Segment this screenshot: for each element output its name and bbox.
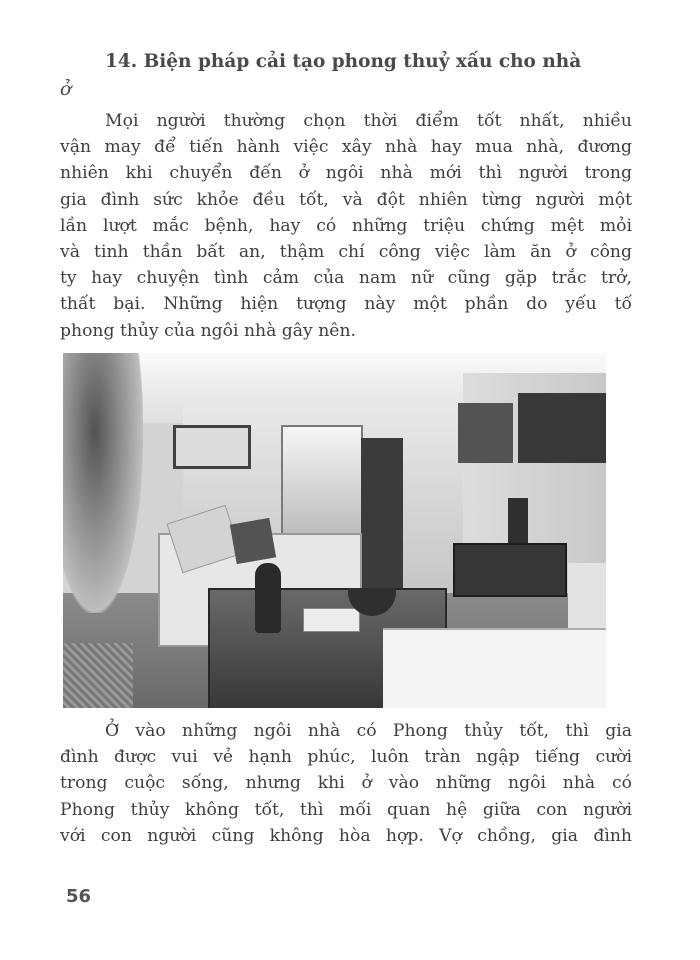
photo-pillow [230,518,276,564]
photo-front-sofa [383,628,606,708]
text-line: vận may để tiến hành việc xây nhà hay mua nhà, đương [60,137,632,158]
photo-wall-art [458,403,513,463]
text-line: và tinh thần bất an, thậm chí công việc làm ăn ở công [60,242,632,263]
photo-tv [173,425,251,469]
photo-plant [63,353,143,613]
text-line: Phong thủy không tốt, thì mối quan hệ giữa con người [60,799,632,820]
section-heading-line-1: 14. Biện pháp cải tạo phong thuỷ xấu cho nhà [105,51,582,72]
text-line: ty hay chuyện tình cảm của nam nữ cũng gặp trắc trở, [60,268,632,289]
page-number: 56 [66,886,92,907]
photo-ottoman [63,643,133,708]
text-line: thất bại. Những hiện tượng này một phần do yếu tố [60,294,632,315]
text-line: lần lượt mắc bệnh, hay có những triệu chứng mệt mỏi [60,215,632,236]
photo-wall-art [518,393,606,463]
paragraph-intro [60,108,632,344]
text-line: nhiên khi chuyển đến ở ngôi nhà mới thì người trong [60,163,632,184]
paragraph-good-fengshui [60,718,632,849]
text-line: Mọi người thường chọn thời điểm tốt nhất, nhiều [105,111,632,131]
text-line: Ở vào những ngôi nhà có Phong thủy tốt, thì gia [105,721,632,741]
photo-vase [255,563,281,633]
section-heading [60,48,640,104]
text-line: phong thủy của ngôi nhà gây nên. [60,320,357,341]
photo-tray [303,608,360,632]
photo-console-table [453,543,567,597]
living-room-photo [63,353,606,708]
text-line: với con người cũng không hòa hợp. Vợ chồng, gia đình [60,825,632,846]
text-line: gia đình sức khỏe đều tốt, và đột nhiên từng người một [60,189,632,210]
photo-door [361,438,403,598]
section-heading-line-2: ở [60,79,72,100]
photo-flower-vase [508,498,528,543]
text-line: đình được vui vẻ hạnh phúc, luôn tràn ngập tiếng cười [60,747,632,768]
text-line: trong cuộc sống, nhưng khi ở vào những ngôi nhà có [60,773,632,794]
